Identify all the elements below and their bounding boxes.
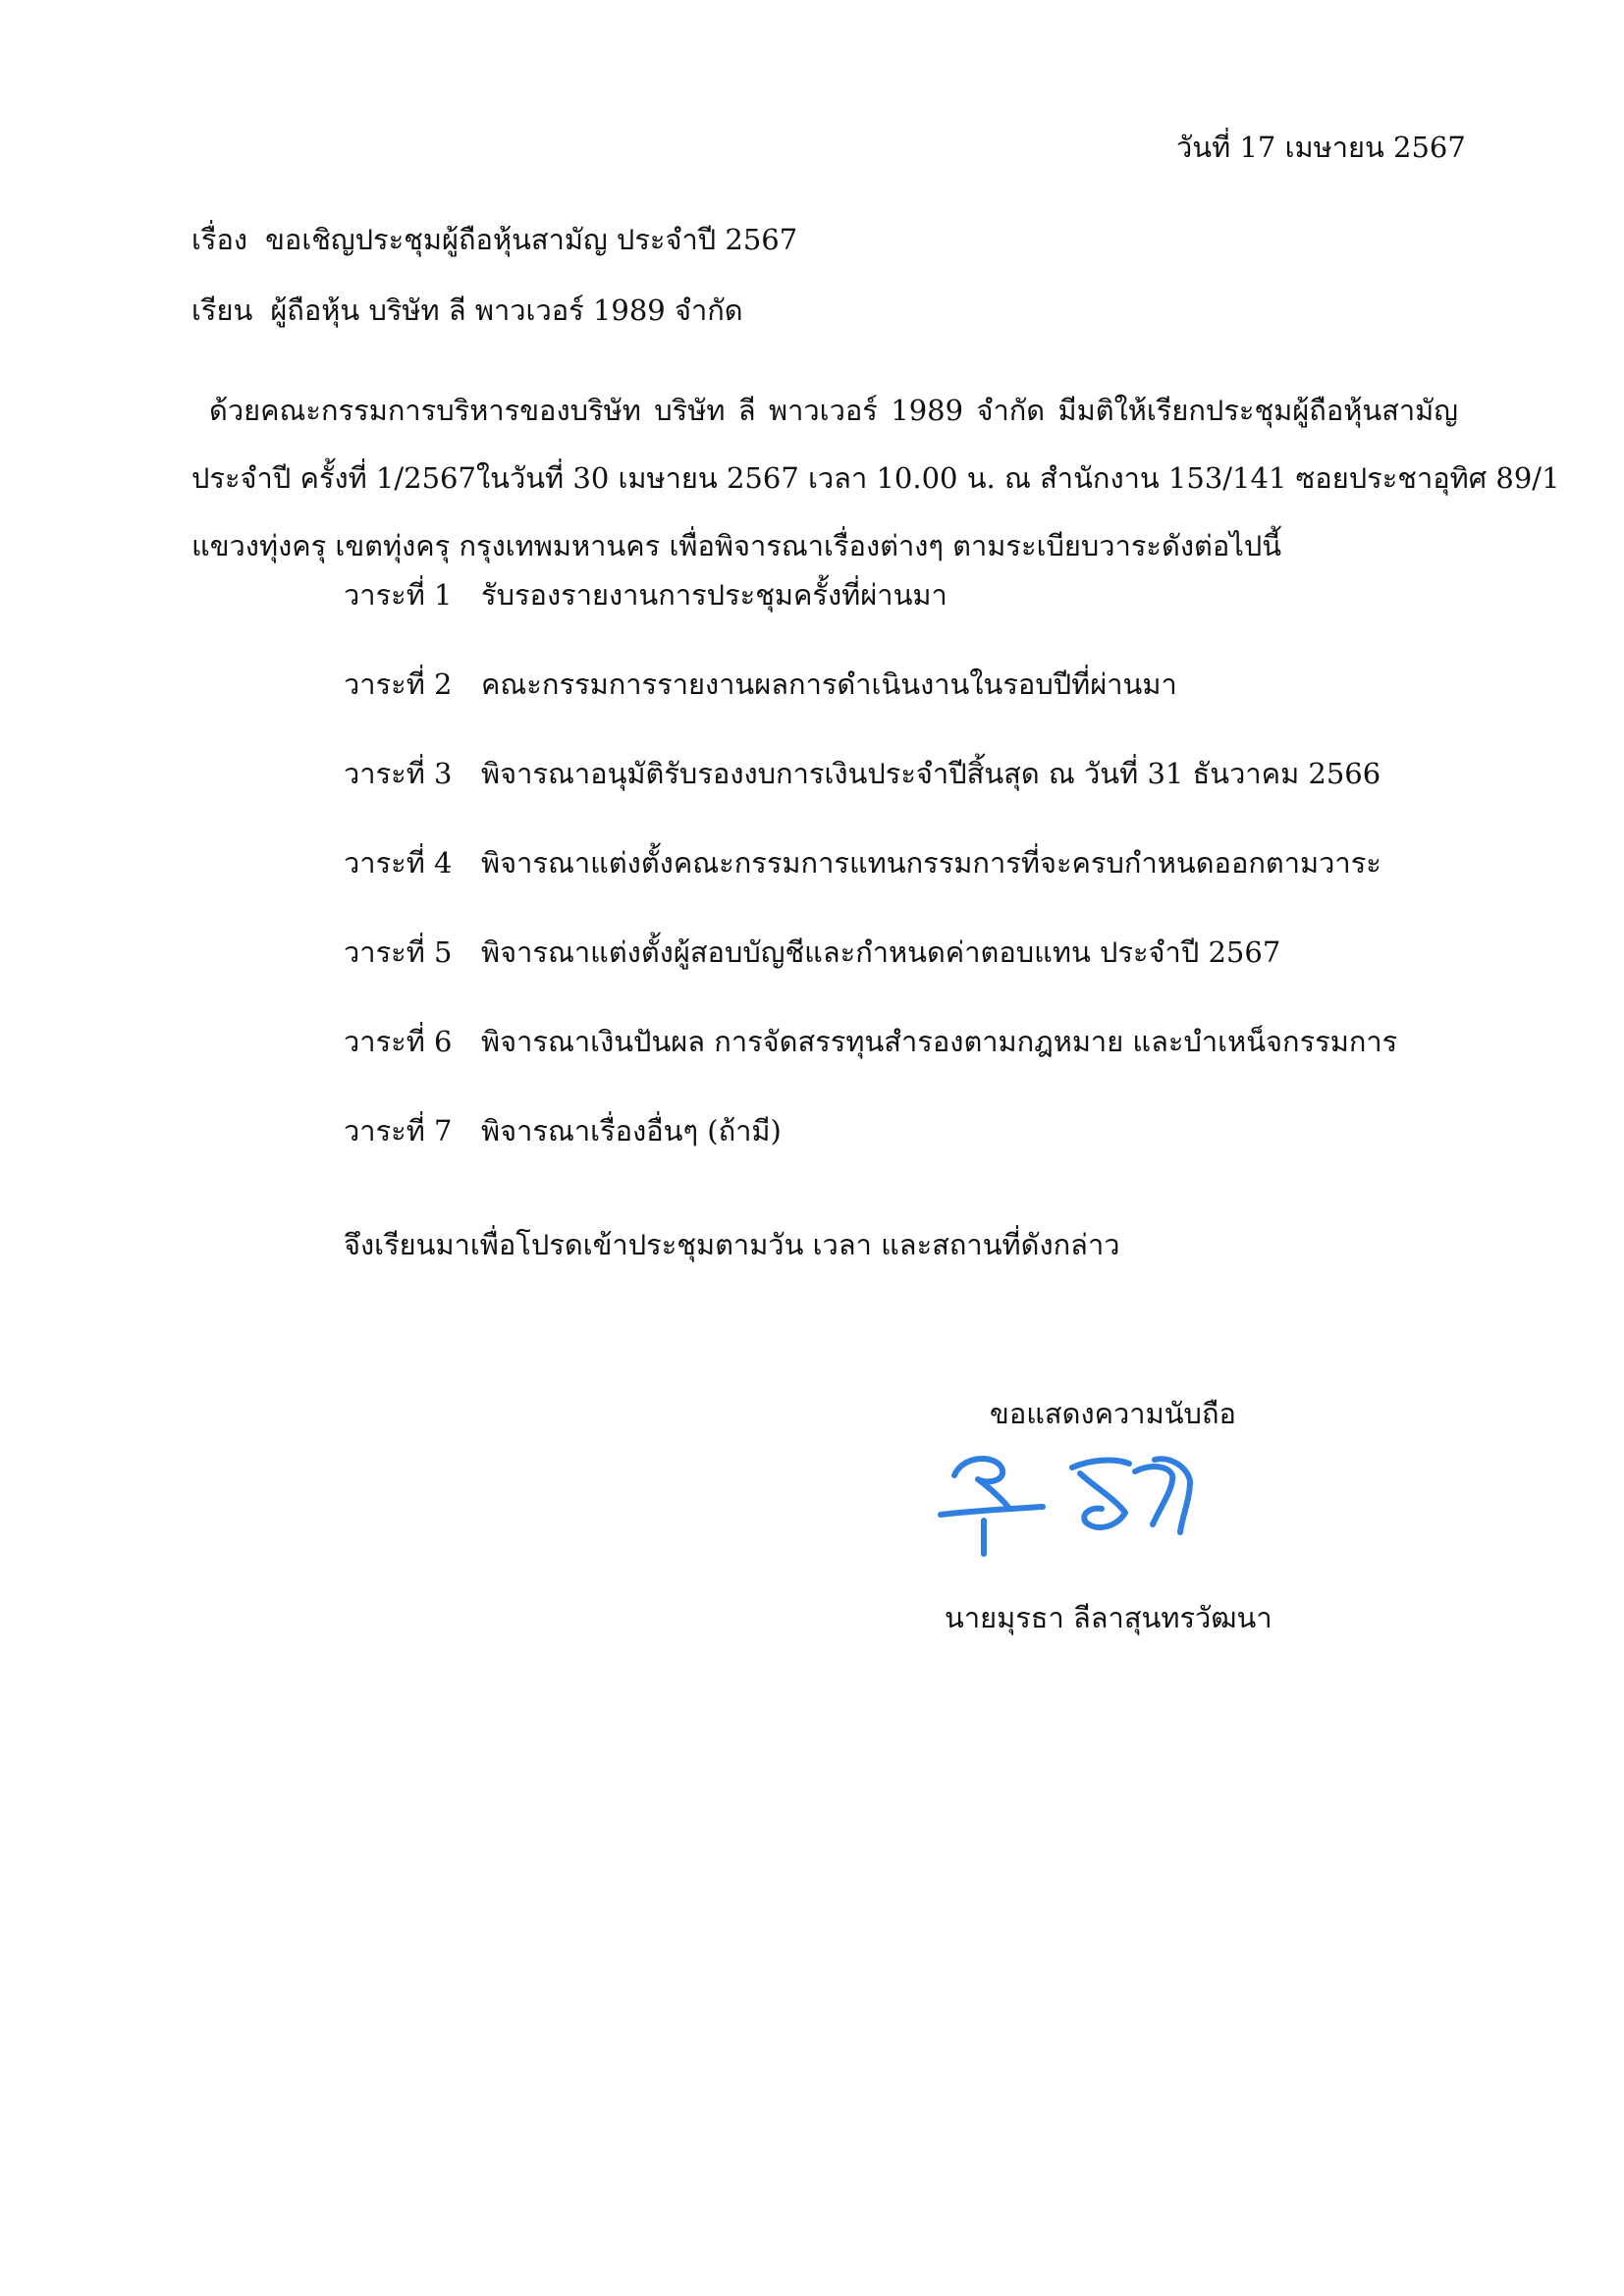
- body-word: จำกัด: [976, 394, 1046, 427]
- closing-sentence: จึงเรียนมาเพื่อโปรดเข้าประชุมตามวัน เวลา และสถานที่ดังกล่าว: [344, 1228, 1120, 1261]
- signature-stroke: [1135, 1459, 1190, 1532]
- agenda-item: [344, 845, 1424, 934]
- subject-text: ขอเชิญประชุมผู้ถือหุ้นสามัญ ประจำปี 2567: [265, 223, 798, 256]
- agenda-number: วาระที่ 5: [344, 935, 453, 969]
- agenda-number: วาระที่ 3: [344, 757, 453, 790]
- agenda-item: [344, 1113, 1424, 1202]
- agenda-number: วาระที่ 1: [344, 578, 453, 612]
- agenda-item: [344, 756, 1424, 845]
- body-word: 1989: [891, 394, 964, 427]
- agenda-text: คณะกรรมการรายงานผลการดำเนินงานในรอบปีที่ผ่านมา: [481, 667, 1177, 701]
- agenda-text: พิจารณาแต่งตั้งคณะกรรมการแทนกรรมการที่จะครบกำหนดออกตามวาระ: [481, 846, 1381, 880]
- body-word: บริษัท: [654, 394, 726, 427]
- recipient-text: ผู้ถือหุ้น บริษัท ลี พาวเวอร์ 1989 จำกัด: [270, 294, 743, 327]
- body-line-3: แขวงทุ่งครุ เขตทุ่งครุ กรุงเทพมหานคร เพื่อพิจารณาเรื่องต่างๆ ตามระเบียบวาระดังต่อไปนี้: [191, 529, 1282, 562]
- body-word: พาวเวอร์: [769, 394, 878, 427]
- handwritten-signature: [933, 1438, 1218, 1580]
- agenda-list: [344, 577, 1424, 1202]
- regards-text: ขอแสดงความนับถือ: [990, 1397, 1236, 1430]
- agenda-number: วาระที่ 2: [344, 667, 453, 701]
- body-paragraph: [191, 377, 1560, 580]
- agenda-item: [344, 1024, 1424, 1113]
- recipient-label: เรียน: [191, 294, 253, 327]
- agenda-item: [344, 577, 1424, 667]
- subject-label: เรื่อง: [191, 223, 248, 256]
- agenda-number: วาระที่ 6: [344, 1025, 453, 1058]
- agenda-text: พิจารณาเงินปันผล การจัดสรรทุนสำรองตามกฎหมาย และบำเหน็จกรรมการ: [481, 1025, 1398, 1058]
- body-line-2: ประจำปี ครั้งที่ 1/2567ในวันที่ 30 เมษายน 2567 เวลา 10.00 น. ณ สำนักงาน 153/141 ซอยประชาอุทิศ 89/1: [191, 461, 1560, 495]
- agenda-text: พิจารณาแต่งตั้งผู้สอบบัญชีและกำหนดค่าตอบแทน ประจำปี 2567: [481, 935, 1281, 969]
- signer-name: นายมุรธา ลีลาสุนทรวัฒนา: [945, 1601, 1272, 1634]
- agenda-number: วาระที่ 4: [344, 846, 453, 880]
- body-word: ด้วยคณะกรรมการบริหารของบริษัท: [209, 394, 641, 427]
- letter-date: วันที่ 17 เมษายน 2567: [1176, 131, 1466, 164]
- agenda-text: รับรองรายงานการประชุมครั้งที่ผ่านมา: [481, 578, 947, 612]
- body-word: มีมติให้เรียกประชุมผู้ถือหุ้นสามัญ: [1057, 394, 1458, 427]
- recipient-line: [191, 293, 743, 328]
- body-word: ลี: [737, 394, 756, 427]
- agenda-text: พิจารณาอนุมัติรับรองงบการเงินประจำปีสิ้นสุด ณ วันที่ 31 ธันวาคม 2566: [481, 757, 1381, 790]
- agenda-item: [344, 934, 1424, 1024]
- body-line-1: [191, 377, 1458, 445]
- agenda-text: พิจารณาเรื่องอื่นๆ (ถ้ามี): [481, 1114, 782, 1148]
- agenda-item: [344, 667, 1424, 756]
- agenda-number: วาระที่ 7: [344, 1114, 453, 1148]
- signature-stroke: [941, 1459, 1043, 1554]
- signature-stroke: [1072, 1461, 1129, 1527]
- subject-line: [191, 222, 797, 257]
